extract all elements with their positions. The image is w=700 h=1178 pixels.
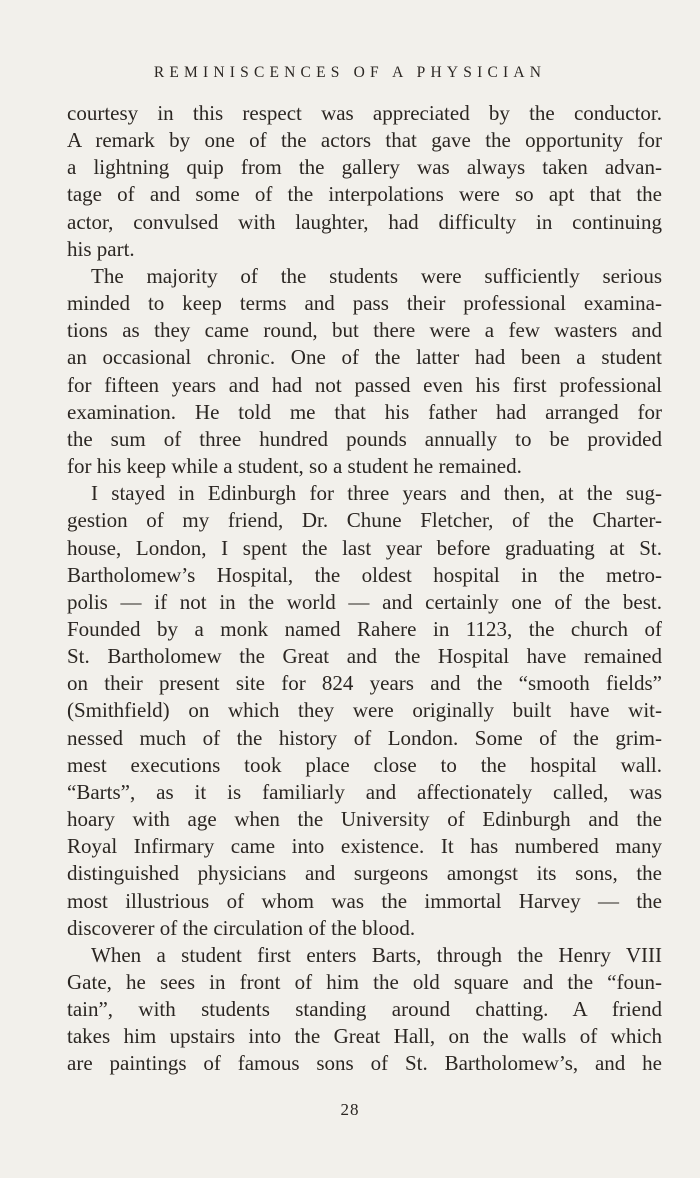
text-line: “Barts”, as it is familiarly and affectionately called, was: [67, 779, 662, 804]
text-line: on their present site for 824 years and the “smooth fields”: [67, 671, 662, 696]
text-line: for fifteen years and had not passed even his first professional: [67, 372, 662, 397]
text-line: a lightning quip from the gallery was always taken advan-: [67, 155, 662, 180]
text-line: house, London, I spent the last year before graduating at St.: [67, 535, 662, 560]
text-line: A remark by one of the actors that gave the opportunity for: [67, 128, 662, 153]
text-line: tage of and some of the interpolations were so apt that the: [67, 182, 662, 207]
text-line: St. Bartholomew the Great and the Hospital have remained: [67, 644, 662, 669]
text-line: When a student first enters Barts, through the Henry VIII: [91, 942, 662, 967]
page-number: 28: [340, 1100, 360, 1119]
text-line: gestion of my friend, Dr. Chune Fletcher, of the Charter-: [67, 508, 662, 533]
text-line: mest executions took place close to the hospital wall.: [67, 752, 662, 777]
text-line: distinguished physicians and surgeons amongst its sons, the: [67, 861, 662, 886]
text-line: examination. He told me that his father had arranged for: [67, 399, 662, 424]
text-line: most illustrious of whom was the immortal Harvey — the: [67, 888, 662, 913]
text-line: nessed much of the history of London. Some of the grim-: [67, 725, 662, 750]
text-line: actor, convulsed with laughter, had difficulty in continuing: [67, 209, 662, 234]
text-line: Royal Infirmary came into existence. It has numbered many: [67, 834, 662, 859]
body-text: [67, 100, 662, 1078]
text-line: courtesy in this respect was appreciated by the conductor.: [67, 101, 662, 125]
text-line: minded to keep terms and pass their professional examina-: [67, 291, 662, 316]
text-line: Bartholomew’s Hospital, the oldest hospital in the metro-: [67, 562, 662, 587]
text-line: I stayed in Edinburgh for three years and then, at the sug-: [91, 481, 662, 506]
text-line: the sum of three hundred pounds annually to be provided: [67, 426, 662, 451]
text-line: tions as they came round, but there were a few wasters and: [67, 318, 662, 343]
text-line: discoverer of the circulation of the blood.: [67, 915, 416, 940]
text-line: hoary with age when the University of Edinburgh and the: [67, 807, 662, 832]
text-line: takes him upstairs into the Great Hall, on the walls of which: [67, 1024, 662, 1049]
text-line: for his keep while a student, so a student he remained.: [67, 454, 522, 479]
text-line: Founded by a monk named Rahere in 1123, the church of: [67, 616, 662, 641]
text-line: (Smithfield) on which they were originally built have wit-: [67, 698, 662, 723]
text-line: The majority of the students were sufficiently serious: [91, 263, 662, 288]
running-head: REMINISCENCES OF A PHYSICIAN: [153, 64, 547, 81]
text-line: polis — if not in the world — and certainly one of the best.: [67, 589, 662, 614]
text-line: are paintings of famous sons of St. Bartholomew’s, and he: [67, 1051, 662, 1076]
text-line: his part.: [67, 236, 135, 261]
text-line: an occasional chronic. One of the latter had been a student: [67, 345, 662, 370]
text-line: Gate, he sees in front of him the old square and the “foun-: [67, 970, 662, 994]
text-line: tain”, with students standing around chatting. A friend: [67, 997, 662, 1022]
